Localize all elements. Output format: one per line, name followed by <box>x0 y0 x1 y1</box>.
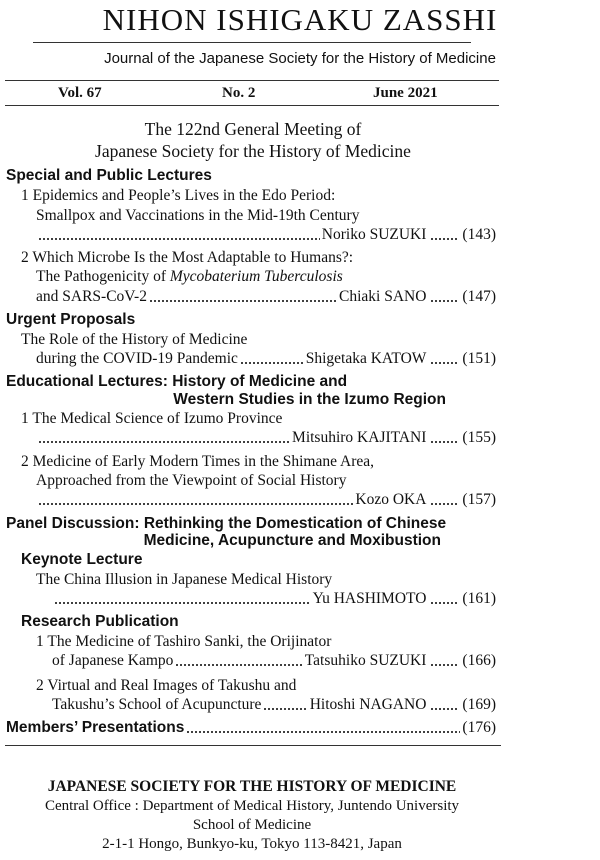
entry-page: (155) <box>462 429 496 446</box>
entry-title: 2 Virtual and Real Images of Takushu and <box>36 677 297 694</box>
entry-title: of Japanese Kampo <box>52 652 174 669</box>
entry-page: (166) <box>462 652 496 669</box>
leader-dots <box>430 361 458 365</box>
entry-title: The Role of the History of Medicine <box>21 331 248 348</box>
entry-title: 1 Epidemics and People’s Lives in the Edo Period: <box>21 187 336 204</box>
entry-title: Approached from the Viewpoint of Social History <box>36 472 347 489</box>
entry-title: during the COVID-19 Pandemic <box>36 350 238 367</box>
entry-title <box>36 267 343 287</box>
contents-bottom-rule <box>5 745 501 746</box>
issue-date: June 2021 <box>373 85 438 101</box>
toc-entry-leader <box>36 428 496 448</box>
section-heading-members: Members’ Presentations <box>6 719 185 736</box>
office-line2: School of Medicine <box>192 817 312 833</box>
leader-dots <box>430 502 458 506</box>
issue-bottom-rule <box>5 105 499 106</box>
issue-info <box>0 85 600 105</box>
entry-author: Shigetaka KATOW <box>305 350 427 367</box>
entry-title: and SARS-CoV-2 <box>36 288 147 305</box>
entry-author: Yu HASHIMOTO <box>312 590 427 607</box>
issue-number: No. 2 <box>222 85 256 101</box>
entry-title: 1 The Medical Science of Izumo Province <box>21 410 283 427</box>
entry-page: (169) <box>462 696 496 713</box>
leader-dots <box>186 730 460 734</box>
meeting-title-line2: Japanese Society for the History of Medicine <box>95 141 411 161</box>
leader-dots <box>430 440 458 444</box>
entry-page: (176) <box>462 719 496 736</box>
volume: Vol. 67 <box>58 85 102 101</box>
entry-title: Smallpox and Vaccinations in the Mid-19th Century <box>36 207 360 224</box>
leader-dots <box>149 299 337 303</box>
subsection-heading-research: Research Publication <box>21 613 179 630</box>
meeting-title-line1: The 122nd General Meeting of <box>144 119 362 139</box>
entry-title: 1 The Medicine of Tashiro Sanki, the Orijinator <box>36 633 332 650</box>
section-heading-panel-line2: Medicine, Acupuncture and Moxibustion <box>143 532 441 549</box>
leader-dots <box>38 237 320 241</box>
toc-entry-leader <box>36 287 496 307</box>
entry-title: The China Illusion in Japanese Medical History <box>36 571 333 588</box>
entry-title: 2 Medicine of Early Modern Times in the Shimane Area, <box>21 453 374 470</box>
section-heading-urgent: Urgent Proposals <box>6 311 136 328</box>
entry-author: Chiaki SANO <box>339 288 427 305</box>
leader-dots <box>263 707 307 711</box>
leader-dots <box>175 663 302 667</box>
entry-author: Noriko SUZUKI <box>321 226 427 243</box>
entry-page: (151) <box>462 350 496 367</box>
toc-entry-leader <box>6 718 496 738</box>
leader-dots <box>38 440 290 444</box>
entry-title-text: The Pathogenicity of <box>36 268 170 285</box>
toc-entry-leader <box>36 490 496 510</box>
entry-page: (161) <box>462 590 496 607</box>
leader-dots <box>430 237 458 241</box>
issue-top-rule <box>5 80 499 81</box>
section-heading-educational-line2: Western Studies in the Izumo Region <box>173 391 446 408</box>
leader-dots <box>240 361 304 365</box>
entry-title: Takushu’s School of Acupuncture <box>52 696 262 713</box>
leader-dots <box>54 601 311 605</box>
toc-entry-leader <box>52 695 496 715</box>
title-rule <box>33 42 471 43</box>
leader-dots <box>38 502 353 506</box>
entry-page: (147) <box>462 288 496 305</box>
leader-dots <box>430 299 458 303</box>
entry-page: (143) <box>462 226 496 243</box>
leader-dots <box>430 707 458 711</box>
entry-title: 2 Which Microbe Is the Most Adaptable to Humans?: <box>21 249 354 266</box>
entry-author: Hitoshi NAGANO <box>309 696 427 713</box>
toc-entry-leader <box>52 651 496 671</box>
section-heading-educational: Educational Lectures: History of Medicine and <box>6 373 348 390</box>
entry-author: Tatsuhiko SUZUKI <box>304 652 427 669</box>
toc-entry-leader <box>36 349 496 369</box>
office-address: 2-1-1 Hongo, Bunkyo-ku, Tokyo 113-8421, Japan <box>102 836 402 852</box>
section-heading-special: Special and Public Lectures <box>6 167 212 184</box>
journal-subtitle: Journal of the Japanese Society for the History of Medicine <box>104 50 496 67</box>
leader-dots <box>430 601 458 605</box>
office-line1: Central Office : Department of Medical History, Juntendo University <box>44 798 460 814</box>
entry-author: Mitsuhiro KAJITANI <box>292 429 427 446</box>
entry-page: (157) <box>462 491 496 508</box>
toc-entry-leader <box>52 589 496 609</box>
section-heading-panel: Panel Discussion: Rethinking the Domestication of Chinese <box>6 515 447 532</box>
society-name: JAPANESE SOCIETY FOR THE HISTORY OF MEDICINE <box>47 778 457 795</box>
entry-author: Kozo OKA <box>355 491 427 508</box>
toc-entry-leader <box>36 225 496 245</box>
entry-title-italic: Mycobaterium Tuberculosis <box>169 268 343 285</box>
leader-dots <box>430 663 458 667</box>
journal-title: NIHON ISHIGAKU ZASSHI <box>102 2 498 37</box>
subsection-heading-keynote: Keynote Lecture <box>21 551 143 568</box>
